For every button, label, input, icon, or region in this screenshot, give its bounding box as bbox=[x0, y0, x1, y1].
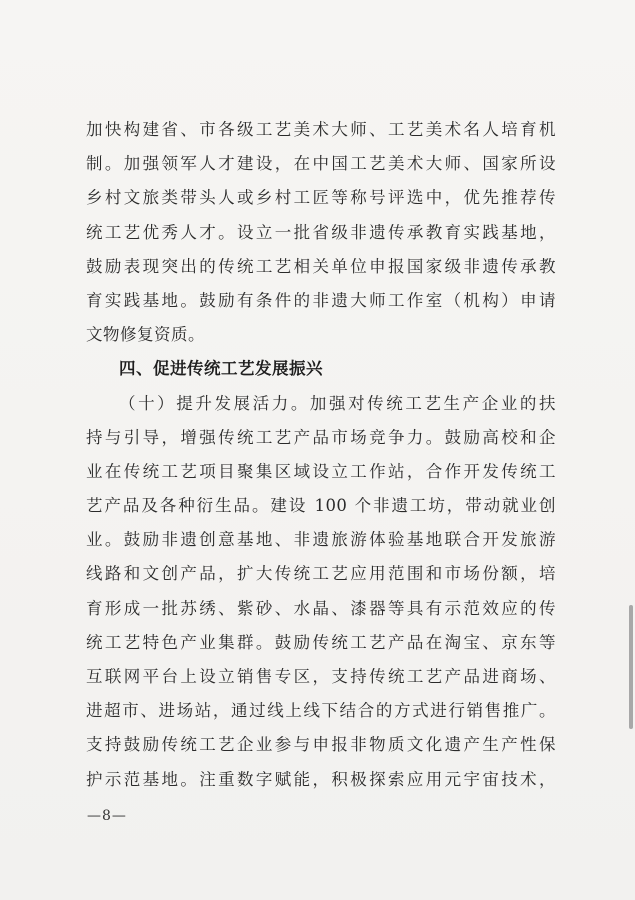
text-line: 进超市、进场站，通过线上线下结合的方式进行销售推广。 bbox=[86, 701, 556, 721]
text-line: 加快构建省、市各级工艺美术大师、工艺美术名人培育机 bbox=[86, 120, 556, 139]
text-line: 业在传统工艺项目聚集区域设立工作站，合作开发传统工 bbox=[86, 461, 556, 481]
text-line: 育形成一批苏绣、紫砂、水晶、漆器等具有示范效应的传 bbox=[86, 598, 556, 618]
text-line: 支持鼓励传统工艺企业参与申报非物质文化遗产生产性保 bbox=[86, 735, 556, 755]
text-line: 育实践基地。鼓励有条件的非遗大师工作室（机构）申请 bbox=[86, 290, 556, 310]
text-line: 鼓励表现突出的传统工艺相关单位申报国家级非遗传承教 bbox=[86, 256, 556, 276]
text-line: 统工艺特色产业集群。鼓励传统工艺产品在淘宝、京东等 bbox=[86, 632, 556, 652]
text-line: 持与引导，增强传统工艺产品市场竞争力。鼓励高校和企 bbox=[86, 427, 556, 447]
text-line: 线路和文创产品，扩大传统工艺应用范围和市场份额，培 bbox=[86, 564, 556, 584]
text-line: 统工艺优秀人才。设立一批省级非遗传承教育实践基地， bbox=[86, 222, 556, 242]
body-text bbox=[86, 113, 556, 797]
text-line: 文物修复资质。 bbox=[86, 325, 205, 345]
text-line: 艺产品及各种衍生品。建设 100 个非遗工坊，带动就业创 bbox=[86, 496, 556, 516]
text-line: 互联网平台上设立销售专区，支持传统工艺产品进商场、 bbox=[86, 667, 556, 686]
text-line: 业。鼓励非遗创意基地、非遗旅游体验基地联合开发旅游 bbox=[86, 530, 556, 550]
section-heading: 四、促进传统工艺发展振兴 bbox=[119, 359, 323, 379]
text-line: （十）提升发展活力。加强对传统工艺生产企业的扶 bbox=[119, 393, 556, 413]
scrollbar[interactable] bbox=[629, 605, 633, 729]
text-line: 乡村文旅类带头人或乡村工匠等称号评选中，优先推荐传 bbox=[86, 188, 556, 208]
text-line: 制。加强领军人才建设，在中国工艺美术大师、国家所设 bbox=[86, 154, 556, 174]
text-line: 护示范基地。注重数字赋能，积极探索应用元宇宙技术， bbox=[86, 769, 556, 789]
page-number: —8— bbox=[87, 808, 127, 824]
